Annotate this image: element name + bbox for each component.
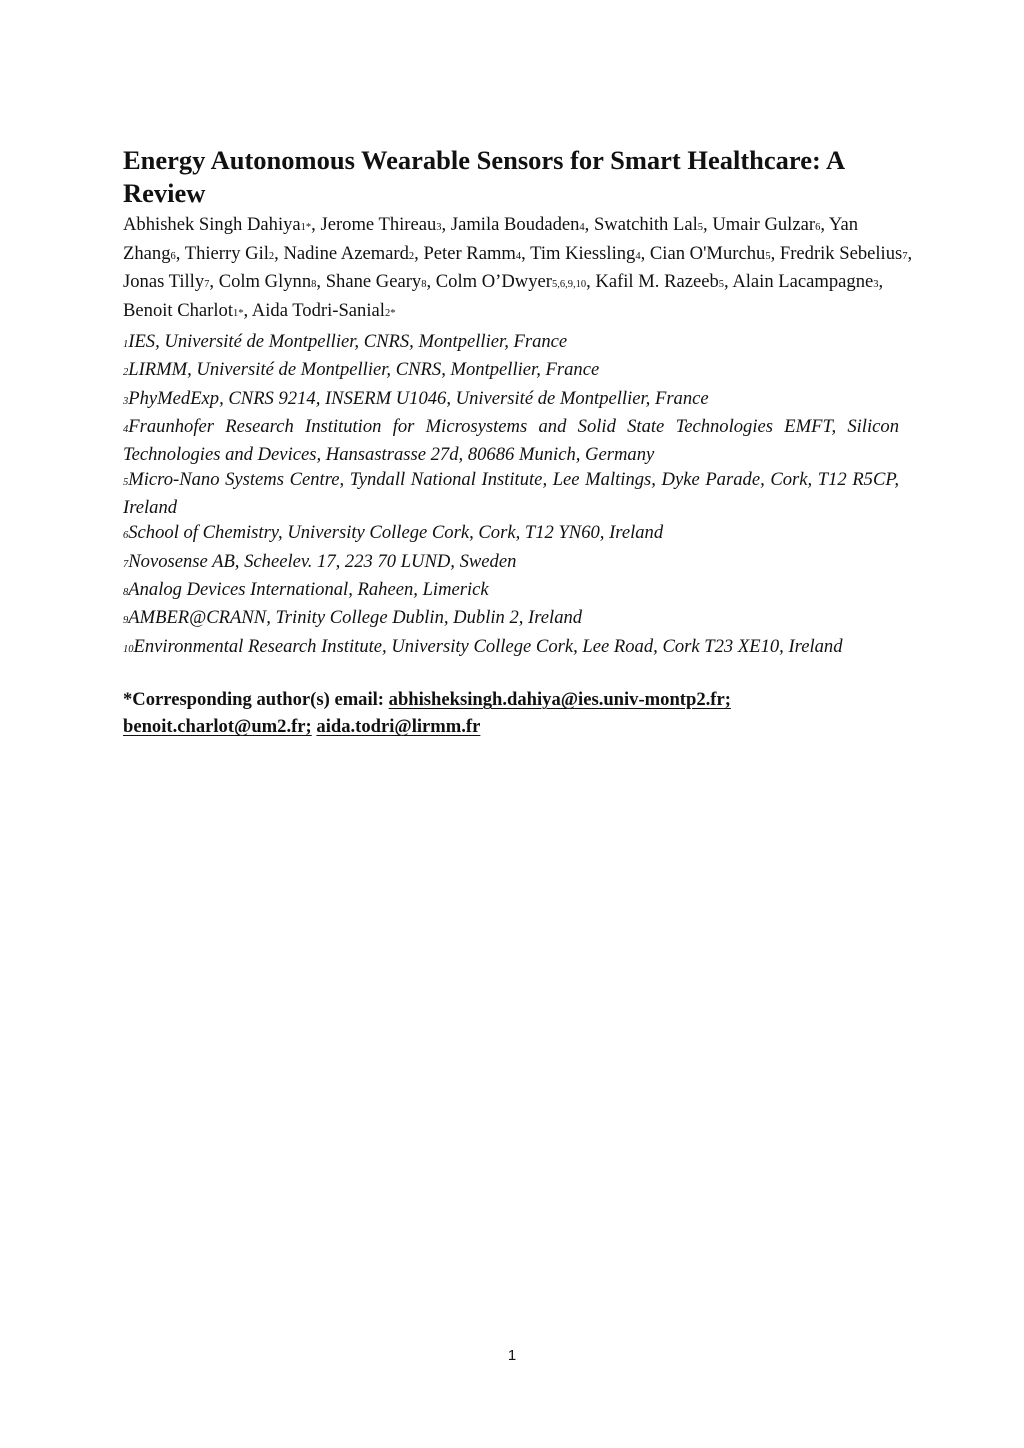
affiliation-text: LIRMM, Université de Montpellier, CNRS, Montpellier, France (128, 359, 600, 381)
author-name: Jerome Thireau (320, 214, 437, 235)
affiliation-text: IES, Université de Montpellier, CNRS, Montpellier, France (128, 331, 568, 352)
author (594, 214, 712, 235)
author-affiliation-marker: 7 (204, 279, 210, 290)
affiliation (123, 635, 899, 662)
affiliation-text: PhyMedExp, CNRS 9214, INSERM U1046, Université de Montpellier, France (128, 387, 709, 409)
author-name: Umair Gulzar (712, 214, 816, 235)
author-name: Fredrik Sebelius (779, 242, 903, 264)
email-link[interactable]: aida.todri@lirmm.fr (316, 716, 481, 737)
author-affiliation-marker: 5 (718, 279, 725, 290)
author-name: Alain Lacampagne (732, 271, 874, 292)
author (252, 300, 396, 321)
author-name: Kafil M. Razeeb (595, 271, 719, 292)
affiliation-list (123, 330, 899, 663)
affiliation-text: Environmental Research Institute, University College Cork, Lee Road, Cork T23 XE10, Ireland (133, 635, 843, 657)
author-name: Colm O’Dwyer (435, 271, 552, 292)
affiliation-number: 8 (123, 586, 129, 598)
affiliation-text: AMBER@CRANN, Trinity College Dublin, Dublin 2, Ireland (128, 607, 583, 629)
page-number: 1 (507, 1347, 517, 1364)
author-affiliation-marker: 2 (268, 250, 275, 262)
author-name: Jonas Tilly (123, 271, 205, 292)
affiliation (123, 415, 899, 467)
author-name: Aida Todri-Sanial (251, 299, 385, 321)
author-name: Cian O'Murchu (649, 242, 766, 264)
author-name: Jamila Boudaden (450, 214, 580, 235)
author-separator: , (311, 214, 321, 235)
affiliation (123, 521, 899, 548)
author-separator: , (243, 299, 252, 321)
author (423, 243, 530, 264)
author-name: Swatchith Lal (593, 214, 698, 235)
author-affiliation-marker: 6 (170, 250, 176, 262)
author-separator: , (426, 271, 436, 292)
author (320, 214, 450, 235)
author (123, 271, 219, 292)
affiliation-number: 7 (123, 558, 129, 570)
author-list (123, 212, 913, 326)
affiliation-number: 2 (123, 367, 129, 379)
affiliation-number: 3 (123, 395, 129, 407)
author-affiliation-marker: 2 (408, 250, 415, 262)
author-separator: , (441, 214, 451, 235)
author (283, 243, 423, 264)
email-link[interactable]: benoit.charlot@um2.fr; (123, 716, 312, 737)
author (123, 214, 320, 235)
author-separator: , (907, 242, 913, 264)
author (219, 271, 326, 292)
author-affiliation-marker: 8 (421, 279, 427, 290)
author (436, 271, 596, 292)
paper-title: Energy Autonomous Wearable Sensors for Smart Healthcare: A Review (123, 145, 844, 208)
author-name: Abhishek Singh Dahiya (123, 214, 301, 235)
author (185, 243, 284, 264)
affiliation-number: 10 (123, 643, 134, 655)
author-affiliation-marker: 3 (873, 279, 879, 290)
affiliation (123, 468, 899, 520)
author (650, 243, 780, 264)
author-separator: , (724, 271, 733, 292)
author-separator: , (770, 242, 780, 264)
author-separator: , (175, 242, 185, 264)
author-separator: , (703, 214, 713, 235)
author-separator: , (521, 242, 531, 264)
author (712, 214, 829, 235)
author-separator: , (274, 242, 284, 264)
affiliation-number: 6 (123, 530, 129, 542)
author (326, 271, 436, 292)
author-affiliation-marker: 2* (384, 307, 396, 319)
email-link[interactable]: abhisheksingh.dahiya@ies.univ-montp2.fr; (388, 689, 731, 710)
author-separator: , (316, 271, 326, 292)
author (595, 271, 732, 292)
author-affiliation-marker: 4 (579, 222, 585, 233)
affiliation (123, 330, 899, 357)
author-separator: , (209, 271, 219, 292)
author-separator: , (414, 242, 424, 264)
affiliation-text: Analog Devices International, Raheen, Limerick (128, 578, 489, 600)
affiliation-number: 5 (123, 477, 129, 489)
author-name: Colm Glynn (218, 271, 312, 292)
affiliation-number: 9 (123, 615, 129, 627)
author-name: Nadine Azemard (283, 242, 409, 264)
affiliation (123, 578, 899, 605)
author-affiliation-marker: 8 (311, 279, 317, 290)
affiliation-text: School of Chemistry, University College Cork, Cork, T12 YN60, Ireland (128, 522, 664, 544)
affiliation-text: Fraunhofer Research Institution for Microsystems and Solid State Technologies EMFT, Silicon Technologies and Devices, Hansastrasse 27d, 80686 Munich, Germany (123, 416, 899, 465)
author-separator: , (878, 271, 884, 292)
author-affiliation-marker: 3 (436, 222, 442, 233)
author (123, 300, 252, 321)
affiliation (123, 550, 899, 577)
author-affiliation-marker: 5 (765, 250, 771, 262)
affiliation-number: 4 (123, 424, 129, 436)
affiliation (123, 358, 899, 385)
author-affiliation-marker: 7 (902, 250, 908, 262)
author-affiliation-marker: 5 (697, 222, 704, 233)
author-affiliation-marker: 1* (300, 222, 312, 233)
affiliation-text: Micro-Nano Systems Centre, Tyndall National Institute, Lee Maltings, Dyke Parade, Cork, T12 R5CP, Ireland (123, 469, 899, 518)
author (451, 214, 594, 235)
corresponding-authors (123, 686, 913, 740)
author-name: Peter Ramm (423, 242, 516, 264)
author-affiliation-marker: 5,6,9,10 (551, 279, 587, 290)
author-name: Benoit Charlot (123, 299, 234, 321)
affiliation-number: 1 (123, 339, 129, 350)
author-name: Shane Geary (325, 271, 422, 292)
author-separator: , (640, 242, 650, 264)
affiliation (123, 606, 899, 633)
author-name: Thierry Gil (184, 242, 269, 264)
author (780, 243, 912, 264)
author-affiliation-marker: 6 (815, 222, 821, 233)
corresponding-label: *Corresponding author(s) email: (123, 689, 389, 710)
author-name: Yan Zhang (123, 214, 859, 264)
author-separator: , (820, 214, 829, 235)
author-affiliation-marker: 1* (233, 307, 244, 319)
affiliation (123, 387, 899, 414)
author (530, 243, 650, 264)
affiliation-text: Novosense AB, Scheelev. 17, 223 70 LUND, Sweden (128, 550, 517, 572)
author-name: Tim Kiessling (530, 242, 636, 264)
author (732, 271, 883, 292)
author-affiliation-marker: 4 (635, 250, 641, 262)
author-affiliation-marker: 4 (515, 250, 522, 262)
author-separator: , (586, 271, 596, 292)
author-separator: , (584, 214, 594, 235)
